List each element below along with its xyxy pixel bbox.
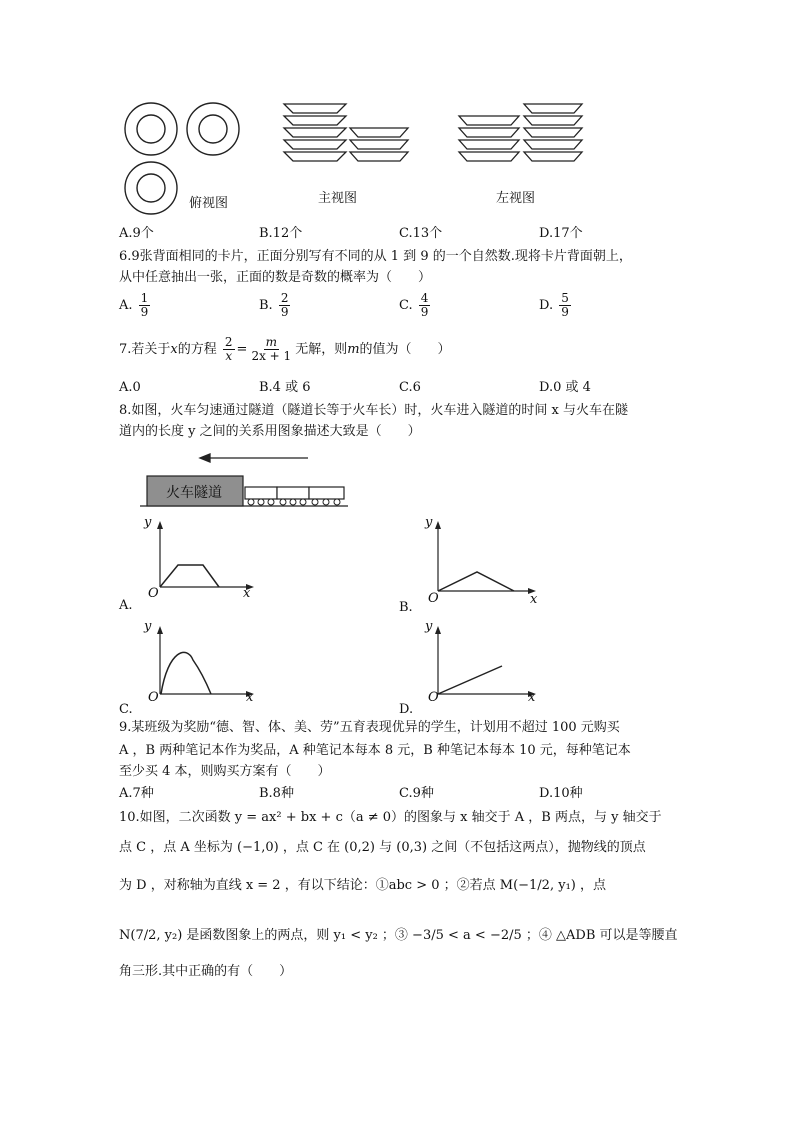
q8-option-d: D.	[399, 702, 414, 717]
q9-option-b: B.8种	[259, 786, 294, 801]
fraction-denominator: 2x + 1	[251, 349, 292, 363]
q6-option-a	[119, 292, 152, 319]
origin-label: O	[428, 690, 439, 705]
plate-stack-left	[459, 116, 519, 161]
top-view-figure	[118, 95, 248, 210]
q8-line-1: 8.如图，火车匀速通过隧道（隧道长等于火车长）时，火车进入隧道的时间 x 与火车在隧	[119, 403, 629, 418]
q9-option-c: C.9种	[399, 786, 434, 801]
q8-option-a: A.	[119, 598, 133, 613]
axis-y-label: y	[144, 619, 152, 634]
axis-x-label: x	[246, 690, 254, 705]
q10-line-4: N(7/2, y₂) 是函数图象上的两点，则 y₁ < y₂ ；③ −3/5 < a < −2/5 ；④ △ADB 可以是等腰直	[119, 928, 678, 943]
q7-prefix: 7.若关于	[119, 342, 171, 357]
ring-inner	[137, 115, 165, 143]
graph-curve	[438, 666, 502, 694]
plate-stack-left	[284, 104, 346, 161]
fraction-numerator: 1	[140, 291, 149, 305]
left-view-label: 左视图	[496, 191, 536, 206]
front-view-figure	[280, 100, 415, 170]
graph-curve	[160, 565, 219, 587]
fraction-denominator: x	[225, 349, 233, 363]
q7-suffix-1: 无解，则	[295, 342, 348, 357]
q8-option-b: B.	[399, 600, 413, 615]
ring-inner	[199, 115, 227, 143]
origin-label: O	[148, 690, 159, 705]
q5-option-a: A.9个	[119, 226, 154, 241]
plate-stack-right	[524, 104, 582, 161]
plate-stack-right	[350, 128, 408, 161]
fraction-denominator: 9	[140, 305, 149, 319]
axis-y-label: y	[425, 619, 433, 634]
axis-x-label: x	[243, 586, 251, 601]
q7-suffix-2: 的值为（ ）	[359, 342, 451, 357]
fraction-denominator: 9	[561, 305, 569, 319]
origin-label: O	[148, 586, 159, 601]
axis-x-label: x	[528, 690, 536, 705]
q7-mid: 的方程	[177, 342, 217, 357]
q9-option-a: A.7种	[119, 786, 154, 801]
q5-option-b: B.12个	[259, 226, 303, 241]
graph-curve	[438, 572, 514, 591]
q6-option-c	[399, 292, 432, 319]
q7-stem	[119, 336, 451, 363]
graph-curve	[161, 652, 211, 694]
q7-option-c: C.6	[399, 380, 421, 395]
q8-option-c: C.	[119, 702, 133, 717]
q9-line-1: 9.某班级为奖励“德、智、体、美、劳”五育表现优异的学生，计划用不超过 100 元购买	[119, 720, 620, 735]
option-label: C.	[399, 298, 413, 313]
var-x: x	[170, 342, 178, 357]
direction-arrow	[200, 454, 308, 462]
tunnel-label: 火车隧道	[166, 485, 222, 501]
q5-option-c: C.13个	[399, 226, 443, 241]
option-label: B.	[259, 298, 273, 313]
fraction-numerator: 2	[280, 291, 289, 305]
fraction-numerator: m	[265, 335, 278, 349]
axis-y-label: y	[144, 515, 152, 530]
q8-line-2: 道内的长度 y 之间的关系用图象描述大致是（ ）	[119, 424, 421, 439]
front-view-label: 主视图	[318, 191, 358, 206]
fraction-denominator: 9	[280, 305, 289, 319]
option-label: A.	[119, 298, 133, 313]
q7-option-b: B.4 或 6	[259, 380, 311, 395]
origin-label: O	[428, 591, 439, 606]
ring-inner	[137, 174, 165, 202]
option-label: D.	[539, 298, 554, 313]
q6-option-d	[539, 292, 573, 319]
fraction-numerator: 4	[420, 291, 429, 305]
var-m: m	[347, 342, 360, 357]
top-view-label: 俯视图	[189, 196, 229, 211]
ring-outer	[125, 103, 177, 155]
q6-line-2: 从中任意抽出一张，正面的数是奇数的概率为（ ）	[119, 270, 432, 285]
q10-line-3: 为 D ，对称轴为直线 x = 2 ，有以下结论：①abc > 0 ；②若点 M(−1/2, y₁) ，点	[119, 878, 606, 893]
q7-option-a: A.0	[119, 380, 141, 395]
q9-line-2: A ，B 两种笔记本作为奖品，A 种笔记本每本 8 元，B 种笔记本每本 10 元，每种笔记本	[119, 743, 631, 758]
q9-line-3: 至少买 4 本，则购买方案有（ ）	[119, 764, 331, 779]
q10-line-1: 10.如图，二次函数 y = ax² + bx + c（a ≠ 0）的图象与 x 轴交于 A ，B 两点，与 y 轴交于	[119, 810, 662, 825]
q7-option-d: D.0 或 4	[539, 380, 591, 395]
train-cars	[245, 487, 344, 499]
equals-sign: =	[236, 342, 248, 357]
left-view-figure	[456, 100, 586, 170]
q6-line-1: 6.9张背面相同的卡片，正面分别写有不同的从 1 到 9 的一个自然数.现将卡片背面朝上，	[119, 249, 632, 264]
axis-y-label: y	[425, 515, 433, 530]
fraction-numerator: 5	[561, 291, 569, 305]
q10-line-5: 角三形.其中正确的有（ ）	[119, 964, 293, 979]
fraction-denominator: 9	[420, 305, 429, 319]
q10-line-2: 点 C ，点 A 坐标为 (−1,0) ，点 C 在 (0,2) 与 (0,3) 之间（不包括这两点），抛物线的顶点	[119, 840, 646, 855]
ring-outer	[187, 103, 239, 155]
q9-option-d: D.10种	[539, 786, 583, 801]
ring-outer	[125, 162, 177, 214]
train-wheels	[248, 499, 340, 505]
fraction-numerator: 2	[224, 335, 233, 349]
q5-option-d: D.17个	[539, 226, 583, 241]
q6-option-b	[259, 292, 292, 319]
axis-x-label: x	[530, 592, 538, 607]
